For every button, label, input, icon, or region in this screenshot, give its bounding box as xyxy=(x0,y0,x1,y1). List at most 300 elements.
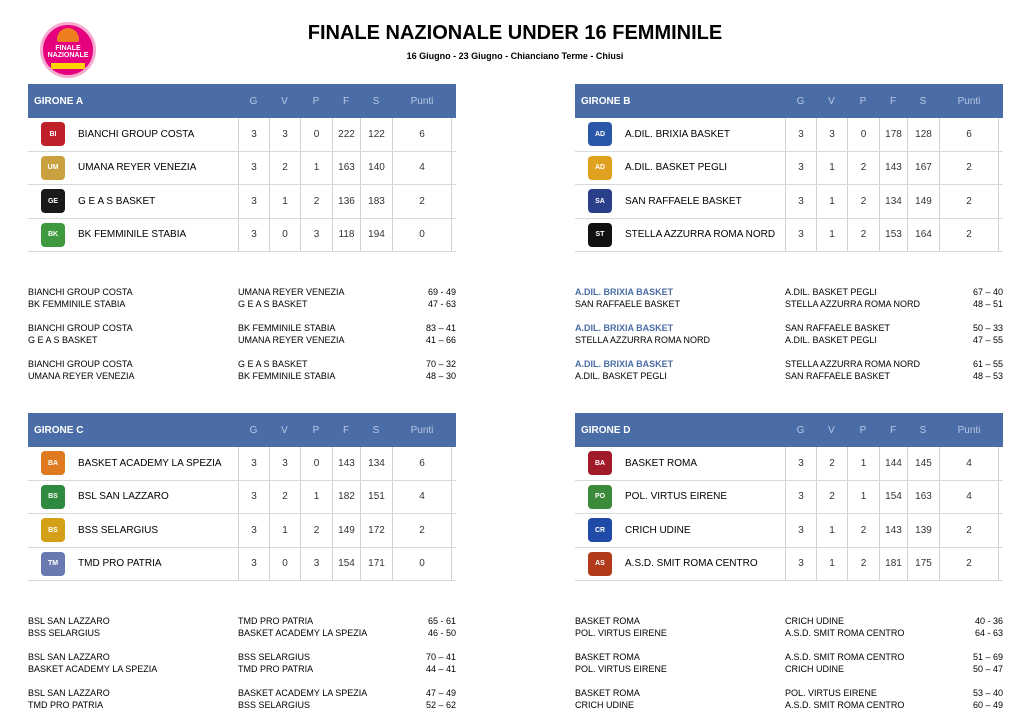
stat-v: 2 xyxy=(816,481,847,514)
costa-logo-icon: BI xyxy=(41,122,65,146)
stat-punti: 4 xyxy=(939,447,999,480)
match-score: 47 – 49 xyxy=(425,688,456,698)
stat-s: 140 xyxy=(360,152,392,185)
stat-s: 122 xyxy=(360,118,392,151)
match-score: 46 - 50 xyxy=(427,628,456,638)
team-logo-wrap xyxy=(575,451,625,475)
stat-s: 167 xyxy=(907,152,939,185)
away-team: UMANA REYER VENEZIA xyxy=(238,287,345,297)
home-team: BK FEMMINILE STABIA xyxy=(28,299,126,309)
match-score: 61 – 55 xyxy=(972,359,1003,369)
column-header-f: F xyxy=(889,424,897,436)
team-name: CRICH UDINE xyxy=(625,524,691,536)
match-score: 47 - 63 xyxy=(427,299,456,309)
stat-s: 163 xyxy=(907,481,939,514)
stat-p: 2 xyxy=(847,185,879,218)
home-team: A.DIL. BASKET PEGLI xyxy=(575,371,667,381)
away-team: POL. VIRTUS EIRENE xyxy=(785,688,877,698)
round-block xyxy=(28,322,456,346)
column-header-punti: Punti xyxy=(410,95,434,107)
team-row xyxy=(575,514,1003,548)
stat-punti: 2 xyxy=(939,152,999,185)
stat-p: 0 xyxy=(847,118,879,151)
team-logo-wrap xyxy=(575,122,625,146)
stat-p: 1 xyxy=(847,481,879,514)
column-header-p: P xyxy=(312,95,320,107)
standings-table xyxy=(28,84,456,252)
team-name: SAN RAFFAELE BASKET xyxy=(625,195,742,207)
match-row xyxy=(28,687,456,699)
standings-table xyxy=(28,413,456,581)
home-team: UMANA REYER VENEZIA xyxy=(28,371,135,381)
away-team: BK FEMMINILE STABIA xyxy=(238,323,336,333)
team-name: BIANCHI GROUP COSTA xyxy=(78,128,195,140)
stat-s: 172 xyxy=(360,514,392,547)
stat-s: 175 xyxy=(907,548,939,581)
basketroma-logo-icon: BA xyxy=(588,451,612,475)
match-row xyxy=(28,615,456,627)
team-name: POL. VIRTUS EIRENE xyxy=(625,491,728,503)
stat-v: 3 xyxy=(816,118,847,151)
away-team: BSS SELARGIUS xyxy=(238,652,311,662)
stat-punti: 4 xyxy=(392,152,452,185)
geas-logo-icon: GE xyxy=(41,189,65,213)
stat-p: 2 xyxy=(300,185,332,218)
team-name: A.DIL. BASKET PEGLI xyxy=(625,162,728,174)
team-name: TMD PRO PATRIA xyxy=(78,558,162,570)
away-team: CRICH UDINE xyxy=(785,664,845,674)
stat-punti: 2 xyxy=(392,185,452,218)
team-name: BSS SELARGIUS xyxy=(78,524,159,536)
stat-g: 3 xyxy=(238,481,269,514)
team-row xyxy=(28,219,456,253)
away-team: BASKET ACADEMY LA SPEZIA xyxy=(238,688,368,698)
stat-g: 3 xyxy=(785,219,816,252)
match-score: 60 – 49 xyxy=(972,700,1003,710)
match-row xyxy=(575,699,1003,711)
home-team: POL. VIRTUS EIRENE xyxy=(575,664,667,674)
standings-table xyxy=(575,413,1003,581)
stat-s: 151 xyxy=(360,481,392,514)
away-team: A.DIL. BASKET PEGLI xyxy=(785,287,877,297)
stat-f: 182 xyxy=(332,481,360,514)
round-block xyxy=(575,358,1003,382)
stat-s: 171 xyxy=(360,548,392,581)
stat-g: 3 xyxy=(238,219,269,252)
column-header-f: F xyxy=(889,95,897,107)
away-team: BSS SELARGIUS xyxy=(238,700,311,710)
logo-text-line1: FINALE xyxy=(55,45,81,52)
stat-f: 178 xyxy=(879,118,907,151)
stella-logo-icon: ST xyxy=(588,223,612,247)
column-header-v: V xyxy=(828,424,835,436)
team-row xyxy=(575,481,1003,515)
team-name: UMANA REYER VENEZIA xyxy=(78,162,197,174)
match-score: 50 – 47 xyxy=(972,664,1003,674)
stat-f: 222 xyxy=(332,118,360,151)
team-name: A.S.D. SMIT ROMA CENTRO xyxy=(625,558,758,570)
away-team: G E A S BASKET xyxy=(238,299,308,309)
stat-punti: 6 xyxy=(939,118,999,151)
stat-punti: 2 xyxy=(939,185,999,218)
team-row xyxy=(575,548,1003,582)
team-row xyxy=(28,118,456,152)
stat-s: 145 xyxy=(907,447,939,480)
stat-f: 134 xyxy=(879,185,907,218)
stat-v: 2 xyxy=(269,481,300,514)
eirene-logo-icon: PO xyxy=(588,485,612,509)
stat-s: 128 xyxy=(907,118,939,151)
stat-g: 3 xyxy=(785,118,816,151)
home-team: BIANCHI GROUP COSTA xyxy=(28,359,133,369)
stat-f: 154 xyxy=(879,481,907,514)
stat-f: 181 xyxy=(879,548,907,581)
team-name: G E A S BASKET xyxy=(78,195,156,207)
stat-p: 1 xyxy=(847,447,879,480)
team-logo-wrap xyxy=(575,156,625,180)
stat-g: 3 xyxy=(238,118,269,151)
match-row xyxy=(28,699,456,711)
stat-v: 3 xyxy=(269,447,300,480)
team-logo-wrap xyxy=(575,485,625,509)
match-row xyxy=(575,298,1003,310)
logo-stripe xyxy=(51,63,85,69)
team-logo-wrap xyxy=(28,122,78,146)
column-header-v: V xyxy=(281,95,288,107)
team-name: STELLA AZZURRA ROMA NORD xyxy=(625,229,776,241)
stat-g: 3 xyxy=(785,185,816,218)
match-row xyxy=(575,286,1003,298)
stat-punti: 4 xyxy=(392,481,452,514)
stat-v: 1 xyxy=(816,548,847,581)
match-score: 48 – 51 xyxy=(972,299,1003,309)
away-team: BK FEMMINILE STABIA xyxy=(238,371,336,381)
team-logo-wrap xyxy=(575,518,625,542)
spezia-logo-icon: BA xyxy=(41,451,65,475)
home-team: BASKET ROMA xyxy=(575,616,640,626)
selargius-logo-icon: BS xyxy=(41,518,65,542)
logo-text-line2: NAZIONALE xyxy=(47,52,89,59)
home-team: BSS SELARGIUS xyxy=(28,628,101,638)
round-block xyxy=(28,615,456,639)
team-row xyxy=(28,447,456,481)
match-score: 40 - 36 xyxy=(974,616,1003,626)
stat-g: 3 xyxy=(785,152,816,185)
team-logo-wrap xyxy=(28,485,78,509)
match-score: 83 – 41 xyxy=(425,323,456,333)
round-block xyxy=(575,286,1003,310)
column-header-p: P xyxy=(859,424,867,436)
group-name: GIRONE C xyxy=(34,424,84,436)
match-score: 65 - 61 xyxy=(427,616,456,626)
udine-logo-icon: CR xyxy=(588,518,612,542)
team-name: BASKET ROMA xyxy=(625,457,698,469)
home-team: TMD PRO PATRIA xyxy=(28,700,104,710)
stat-f: 153 xyxy=(879,219,907,252)
stat-f: 136 xyxy=(332,185,360,218)
stat-s: 164 xyxy=(907,219,939,252)
column-header-p: P xyxy=(859,95,867,107)
page-subtitle: 16 Giugno - 23 Giugno - Chianciano Terme - Chiusi xyxy=(406,51,624,61)
home-team: A.DIL. BRIXIA BASKET xyxy=(575,359,674,369)
round-block xyxy=(28,286,456,310)
stat-f: 143 xyxy=(879,514,907,547)
team-row xyxy=(28,152,456,186)
away-team: SAN RAFFAELE BASKET xyxy=(785,323,891,333)
team-logo-wrap xyxy=(28,552,78,576)
home-team: BIANCHI GROUP COSTA xyxy=(28,287,133,297)
match-row xyxy=(575,322,1003,334)
match-row xyxy=(28,322,456,334)
column-header-f: F xyxy=(342,95,350,107)
away-team: STELLA AZZURRA ROMA NORD xyxy=(785,299,921,309)
match-row xyxy=(575,615,1003,627)
match-row xyxy=(28,334,456,346)
stat-v: 1 xyxy=(816,219,847,252)
pegli-logo-icon: AD xyxy=(588,156,612,180)
stat-punti: 0 xyxy=(392,548,452,581)
match-row xyxy=(28,370,456,382)
stat-punti: 4 xyxy=(939,481,999,514)
home-team: A.DIL. BRIXIA BASKET xyxy=(575,287,674,297)
column-header-g: G xyxy=(796,95,805,107)
team-logo-wrap xyxy=(575,223,625,247)
match-row xyxy=(575,370,1003,382)
match-row xyxy=(575,687,1003,699)
match-row xyxy=(575,627,1003,639)
stat-p: 0 xyxy=(300,118,332,151)
away-team: SAN RAFFAELE BASKET xyxy=(785,371,891,381)
team-row xyxy=(28,185,456,219)
team-name: BK FEMMINILE STABIA xyxy=(78,229,187,241)
column-header-punti: Punti xyxy=(957,424,981,436)
stat-s: 134 xyxy=(360,447,392,480)
column-header-g: G xyxy=(796,424,805,436)
round-block xyxy=(28,651,456,675)
round-block xyxy=(28,358,456,382)
sanraffaele-logo-icon: SA xyxy=(588,189,612,213)
column-header-punti: Punti xyxy=(957,95,981,107)
stat-f: 154 xyxy=(332,548,360,581)
team-logo-wrap xyxy=(575,552,625,576)
stat-v: 1 xyxy=(269,185,300,218)
match-row xyxy=(575,663,1003,675)
home-team: BASKET ROMA xyxy=(575,652,640,662)
stat-punti: 6 xyxy=(392,118,452,151)
match-score: 70 – 41 xyxy=(425,652,456,662)
team-name: BASKET ACADEMY LA SPEZIA xyxy=(78,457,222,469)
standings-header xyxy=(28,413,456,447)
home-team: CRICH UDINE xyxy=(575,700,635,710)
match-score: 67 – 40 xyxy=(972,287,1003,297)
stat-v: 3 xyxy=(269,118,300,151)
stat-s: 139 xyxy=(907,514,939,547)
stat-g: 3 xyxy=(238,447,269,480)
match-score: 52 – 62 xyxy=(425,700,456,710)
stat-p: 2 xyxy=(300,514,332,547)
home-team: BSL SAN LAZZARO xyxy=(28,688,110,698)
round-block xyxy=(575,687,1003,711)
home-team: POL. VIRTUS EIRENE xyxy=(575,628,667,638)
stat-g: 3 xyxy=(238,185,269,218)
stat-v: 1 xyxy=(816,152,847,185)
team-logo-wrap xyxy=(28,223,78,247)
match-row xyxy=(28,627,456,639)
away-team: BASKET ACADEMY LA SPEZIA xyxy=(238,628,368,638)
team-row xyxy=(575,152,1003,186)
stat-f: 163 xyxy=(332,152,360,185)
away-team: A.S.D. SMIT ROMA CENTRO xyxy=(785,628,905,638)
column-header-s: S xyxy=(919,95,927,107)
match-score: 50 – 33 xyxy=(972,323,1003,333)
match-results xyxy=(575,286,1003,394)
match-score: 47 – 55 xyxy=(972,335,1003,345)
column-header-f: F xyxy=(342,424,350,436)
brixia-logo-icon: AD xyxy=(588,122,612,146)
stat-p: 0 xyxy=(300,447,332,480)
stat-p: 2 xyxy=(847,219,879,252)
match-results xyxy=(28,615,456,723)
stat-punti: 6 xyxy=(392,447,452,480)
team-logo-wrap xyxy=(28,451,78,475)
stat-v: 1 xyxy=(816,185,847,218)
team-row xyxy=(28,481,456,515)
team-logo-wrap xyxy=(28,518,78,542)
match-score: 41 – 66 xyxy=(425,335,456,345)
team-row xyxy=(28,548,456,582)
stat-p: 3 xyxy=(300,548,332,581)
stat-s: 194 xyxy=(360,219,392,252)
bsl-logo-icon: BS xyxy=(41,485,65,509)
stat-g: 3 xyxy=(785,447,816,480)
home-team: STELLA AZZURRA ROMA NORD xyxy=(575,335,711,345)
column-header-g: G xyxy=(249,95,258,107)
stat-p: 1 xyxy=(300,481,332,514)
home-team: BSL SAN LAZZARO xyxy=(28,616,110,626)
stat-punti: 2 xyxy=(939,219,999,252)
match-results xyxy=(575,615,1003,723)
team-name: A.DIL. BRIXIA BASKET xyxy=(625,128,731,140)
stat-g: 3 xyxy=(238,514,269,547)
column-header-s: S xyxy=(372,95,380,107)
match-score: 51 – 69 xyxy=(972,652,1003,662)
propatria-logo-icon: TM xyxy=(41,552,65,576)
away-team: CRICH UDINE xyxy=(785,616,845,626)
team-name: BSL SAN LAZZARO xyxy=(78,491,169,503)
match-row xyxy=(28,298,456,310)
match-score: 70 – 32 xyxy=(425,359,456,369)
stat-v: 1 xyxy=(816,514,847,547)
stat-f: 143 xyxy=(332,447,360,480)
stat-g: 3 xyxy=(785,481,816,514)
away-team: TMD PRO PATRIA xyxy=(238,664,314,674)
home-team: SAN RAFFAELE BASKET xyxy=(575,299,681,309)
stat-f: 118 xyxy=(332,219,360,252)
group-name: GIRONE D xyxy=(581,424,631,436)
away-team: G E A S BASKET xyxy=(238,359,308,369)
stat-v: 0 xyxy=(269,548,300,581)
match-row xyxy=(28,286,456,298)
home-team: BSL SAN LAZZARO xyxy=(28,652,110,662)
match-score: 64 - 63 xyxy=(974,628,1003,638)
home-team: A.DIL. BRIXIA BASKET xyxy=(575,323,674,333)
team-row xyxy=(575,447,1003,481)
column-header-s: S xyxy=(372,424,380,436)
away-team: TMD PRO PATRIA xyxy=(238,616,314,626)
stat-v: 1 xyxy=(269,514,300,547)
standings-header xyxy=(575,84,1003,118)
stat-g: 3 xyxy=(785,514,816,547)
away-team: UMANA REYER VENEZIA xyxy=(238,335,345,345)
away-team: A.DIL. BASKET PEGLI xyxy=(785,335,877,345)
match-score: 44 – 41 xyxy=(425,664,456,674)
match-row xyxy=(28,663,456,675)
match-row xyxy=(28,651,456,663)
reyer-logo-icon: UM xyxy=(41,156,65,180)
standings-table xyxy=(575,84,1003,252)
stat-p: 2 xyxy=(847,152,879,185)
away-team: STELLA AZZURRA ROMA NORD xyxy=(785,359,921,369)
stat-punti: 2 xyxy=(939,514,999,547)
stabia-logo-icon: BK xyxy=(41,223,65,247)
stat-f: 143 xyxy=(879,152,907,185)
stat-s: 183 xyxy=(360,185,392,218)
home-team: BASKET ACADEMY LA SPEZIA xyxy=(28,664,158,674)
match-score: 48 – 30 xyxy=(425,371,456,381)
stat-punti: 2 xyxy=(392,514,452,547)
stat-f: 149 xyxy=(332,514,360,547)
standings-header xyxy=(28,84,456,118)
stat-p: 3 xyxy=(300,219,332,252)
group-name: GIRONE A xyxy=(34,95,84,107)
stat-p: 2 xyxy=(847,514,879,547)
round-block xyxy=(575,615,1003,639)
page-title: FINALE NAZIONALE UNDER 16 FEMMINILE xyxy=(307,22,723,44)
stat-f: 144 xyxy=(879,447,907,480)
column-header-p: P xyxy=(312,424,320,436)
stat-g: 3 xyxy=(785,548,816,581)
match-score: 48 – 53 xyxy=(972,371,1003,381)
home-team: G E A S BASKET xyxy=(28,335,98,345)
column-header-v: V xyxy=(281,424,288,436)
round-block xyxy=(575,651,1003,675)
column-header-v: V xyxy=(828,95,835,107)
round-block xyxy=(575,322,1003,346)
match-row xyxy=(575,358,1003,370)
stat-g: 3 xyxy=(238,152,269,185)
stat-g: 3 xyxy=(238,548,269,581)
stat-p: 1 xyxy=(300,152,332,185)
match-results xyxy=(28,286,456,394)
home-team: BASKET ROMA xyxy=(575,688,640,698)
away-team: A.S.D. SMIT ROMA CENTRO xyxy=(785,652,905,662)
stat-v: 2 xyxy=(269,152,300,185)
team-logo-wrap xyxy=(28,189,78,213)
team-row xyxy=(575,185,1003,219)
match-score: 69 - 49 xyxy=(427,287,456,297)
column-header-s: S xyxy=(919,424,927,436)
match-score: 53 – 40 xyxy=(972,688,1003,698)
stat-punti: 2 xyxy=(939,548,999,581)
away-team: A.S.D. SMIT ROMA CENTRO xyxy=(785,700,905,710)
stat-punti: 0 xyxy=(392,219,452,252)
round-block xyxy=(28,687,456,711)
standings-header xyxy=(575,413,1003,447)
team-row xyxy=(575,118,1003,152)
match-row xyxy=(575,651,1003,663)
team-logo-wrap xyxy=(575,189,625,213)
column-header-punti: Punti xyxy=(410,424,434,436)
